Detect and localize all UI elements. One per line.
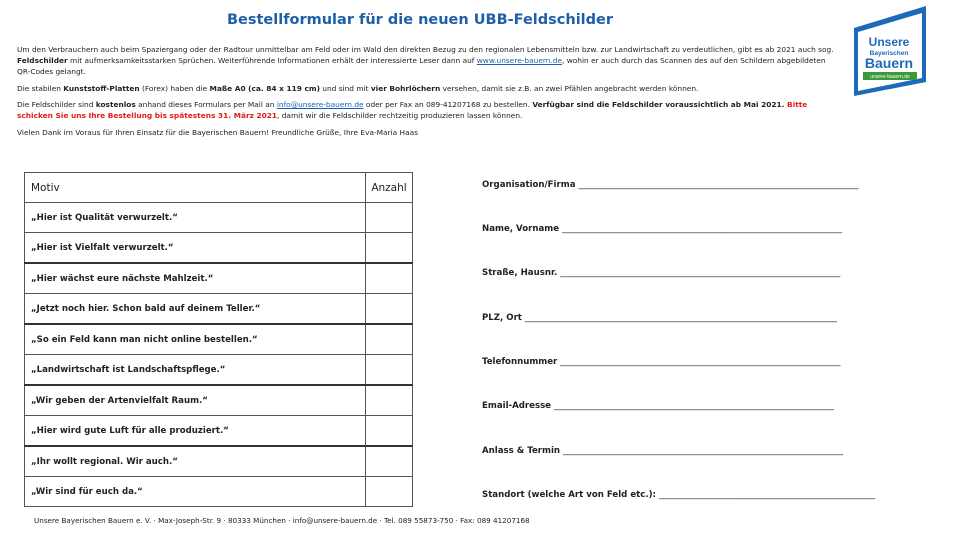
- field-organisation[interactable]: Organisation/Firma ______________________________________________________________________: [482, 180, 859, 190]
- page-title: Bestellformular für die neuen UBB-Feldschilder: [226, 12, 614, 28]
- table-row: [25, 324, 413, 355]
- table-row: [25, 294, 413, 325]
- table-row: [25, 385, 413, 416]
- field-occasion[interactable]: Anlass & Termin ______________________________________________________________________: [482, 446, 843, 456]
- intro-paragraph-1: Um den Verbrauchern auch beim Spaziergang oder der Radtour unmittelbar am Feld oder im Wald den direkten Bezug zu den regionalen Lebensmitteln bzw. zur Landwirtschaft zu verdeutlichen, gibt es ab 2021 auch sog. Feldschilder mit aufmerksamkeitsstarken Sprüchen. Weiterführende Informationen erhält der interessierte Leser dann auf www.unsere-bauern.de, wohin er auch durch das Scannen des auf den Schildern abgebildeten QR-Codes gelangt.: [17, 45, 834, 77]
- intro-paragraph-3: Die Feldschilder sind kostenlos anhand dieses Formulars per Mail an info@unsere-bauern.de oder per Fax an 089-41207168 zu bestellen. Verfügbar sind die Feldschilder voraussichtlich ab Mai 2021. Bitte schicken Sie uns Ihre Bestellung bis spätestens 31. März 2021, damit wir die Feldschilder rechtzeitig produzieren lassen können.: [17, 100, 808, 121]
- field-street[interactable]: Straße, Hausnr. ______________________________________________________________________: [482, 268, 841, 278]
- motiv-cell: „Hier wird gute Luft für alle produziert.“: [25, 416, 366, 447]
- website-link[interactable]: www.unsere-bauern.de: [476, 56, 563, 66]
- field-location[interactable]: Standort (welche Art von Feld etc.): ______________________________________________________: [482, 490, 875, 500]
- quantity-cell[interactable]: [366, 416, 413, 447]
- quantity-cell[interactable]: [366, 355, 413, 386]
- motiv-cell: „Landwirtschaft ist Landschaftspflege.“: [25, 355, 366, 386]
- table-row: [25, 203, 413, 233]
- svg-text:Unsere: Unsere: [868, 35, 910, 49]
- quantity-cell[interactable]: [366, 203, 413, 233]
- motiv-cell: „Hier ist Qualität verwurzelt.“: [25, 203, 366, 233]
- motiv-cell: „So ein Feld kann man nicht online bestellen.“: [25, 324, 366, 355]
- motiv-cell: „Wir sind für euch da.“: [25, 477, 366, 507]
- table-row: [25, 446, 413, 477]
- svg-text:Bauern: Bauern: [864, 55, 914, 71]
- quantity-cell[interactable]: [366, 233, 413, 264]
- intro-paragraph-2: Die stabilen Kunststoff-Platten (Forex) haben die Maße A0 (ca. 84 x 119 cm) und sind mit vier Bohrlöchern versehen, damit sie z.B. an zwei Pfählen angebracht werden können.: [17, 83, 699, 93]
- deadline-notice: Bitte schicken Sie uns Ihre Bestellung bis spätestens 31. März 2021: [17, 100, 808, 121]
- quantity-cell[interactable]: [366, 446, 413, 477]
- field-plz-ort[interactable]: PLZ, Ort ______________________________________________________________________________: [482, 313, 837, 323]
- table-row: [25, 233, 413, 264]
- email-link[interactable]: info@unsere-bauern.de: [276, 100, 364, 110]
- table-row: [25, 416, 413, 447]
- motiv-cell: „Ihr wollt regional. Wir auch.“: [25, 446, 366, 477]
- column-header-anzahl: Anzahl: [366, 173, 413, 203]
- intro-text: [17, 44, 839, 143]
- footer-address: Unsere Bayerischen Bauern e. V. · Max-Joseph-Str. 9 · 80333 München · info@unsere-bauern.de · Tel. 089 55873-750 · Fax: 089 41207168: [34, 516, 530, 525]
- svg-text:unsere-bauern.de: unsere-bauern.de: [870, 74, 910, 80]
- motiv-cell: „Wir geben der Artenvielfalt Raum.“: [25, 385, 366, 416]
- quantity-cell[interactable]: [366, 477, 413, 507]
- quantity-cell[interactable]: [366, 294, 413, 325]
- table-row: [25, 477, 413, 507]
- order-table: [24, 172, 413, 507]
- quantity-cell[interactable]: [366, 263, 413, 294]
- svg-text:Bayerischen: Bayerischen: [869, 50, 909, 57]
- motiv-cell: „Hier ist Vielfalt verwurzelt.“: [25, 233, 366, 264]
- quantity-cell[interactable]: [366, 385, 413, 416]
- column-header-motiv: Motiv: [25, 173, 366, 203]
- table-row: [25, 263, 413, 294]
- field-name[interactable]: Name, Vorname ______________________________________________________________________: [482, 224, 842, 234]
- table-row: [25, 355, 413, 386]
- quantity-cell[interactable]: [366, 324, 413, 355]
- intro-paragraph-4: Vielen Dank im Voraus für Ihren Einsatz für die Bayerischen Bauern! Freundliche Grüße, Ihre Eva-Maria Haas: [17, 127, 418, 137]
- unsere-bauern-logo: [852, 6, 928, 98]
- field-phone[interactable]: Telefonnummer ______________________________________________________________________: [482, 357, 841, 367]
- motiv-cell: „Hier wächst eure nächste Mahlzeit.“: [25, 263, 366, 294]
- motiv-cell: „Jetzt noch hier. Schon bald auf deinem Teller.“: [25, 294, 366, 325]
- field-email[interactable]: Email-Adresse ______________________________________________________________________: [482, 401, 834, 411]
